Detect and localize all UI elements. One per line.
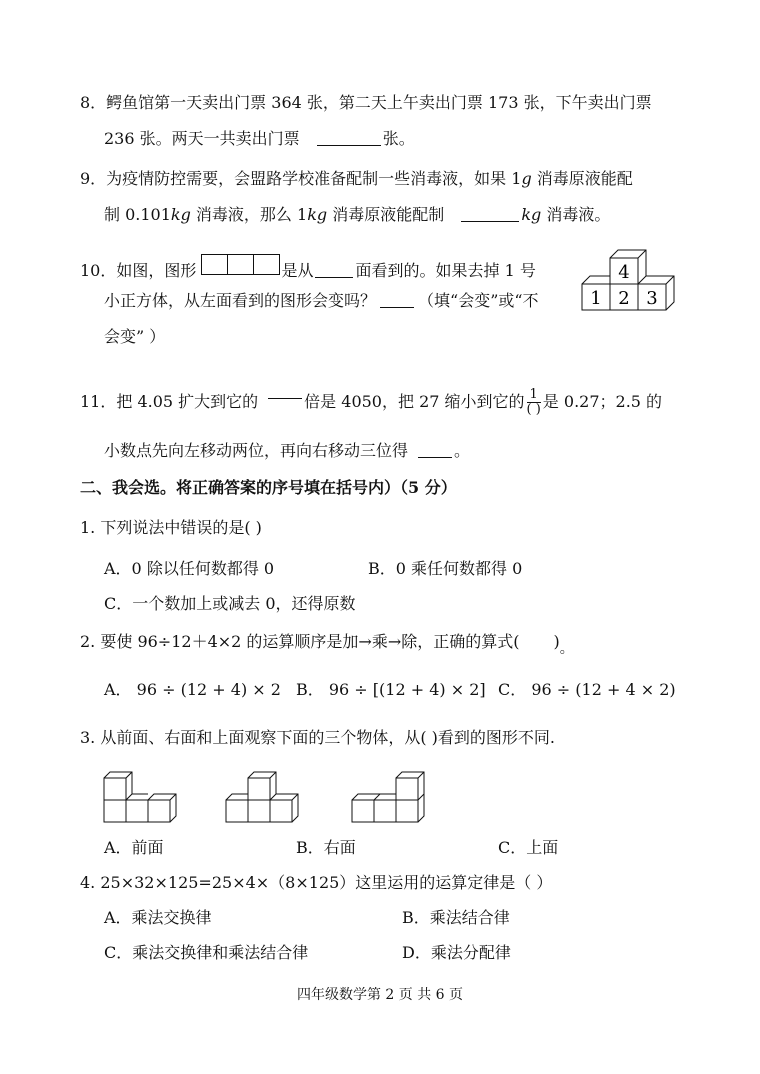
mc3-object-3	[352, 764, 428, 822]
q11-text: 倍是 4050，把 27 缩小到它的	[304, 392, 525, 411]
q11-text: 。	[454, 441, 471, 460]
q10-line3: 会变” ）	[104, 327, 166, 346]
q10-text: 小正方体，从左面看到的图形会变吗？	[104, 291, 377, 310]
mc3-option-c[interactable]: C．上面	[498, 838, 559, 857]
q9-text: 9．为疫情防控需要，会盟路学校准备配制一些消毒液，如果 1	[80, 169, 522, 188]
q11-line2	[104, 440, 470, 462]
q11-answer-blank-1[interactable]	[268, 382, 302, 399]
mc2-text: 乘	[371, 632, 388, 651]
cube-label-3: 3	[646, 288, 658, 309]
q9-text: 消毒原液能配制	[327, 205, 445, 224]
q10-line1	[80, 254, 536, 282]
three-squares-figure	[201, 254, 281, 278]
q11-text: 是 0.27；2.5 的	[542, 392, 663, 411]
q8-text: 236 张。两天一共卖出门票	[104, 129, 300, 148]
q9-line1	[80, 168, 633, 190]
q9-text: 消毒原液能配	[531, 169, 633, 188]
cube-label-4: 4	[618, 262, 630, 283]
q10-line2	[104, 290, 539, 312]
q9-unit-kg: kg	[307, 205, 328, 224]
q9-unit-kg: kg	[170, 205, 191, 224]
q8-line2	[104, 128, 415, 150]
mc1-option-a[interactable]: A．0 除以任何数都得 0	[104, 559, 275, 578]
fraction-numerator: 1	[527, 388, 541, 403]
mc3-stem: 3. 从前面、右面和上面观察下面的三个物体，从( )看到的图形不同.	[80, 728, 556, 747]
mc4-option-a[interactable]: A．乘法交换律	[104, 908, 212, 927]
q10-text: （填“会变”或“不	[418, 291, 539, 310]
q9-text: 消毒液。	[541, 205, 611, 224]
q11-line1	[80, 382, 662, 416]
q10-inline-figure	[201, 254, 281, 278]
cube-label-2: 2	[618, 288, 630, 309]
q10-answer-blank-2[interactable]	[380, 291, 414, 308]
mc2-option-c[interactable]: C． 96 ÷ (12 + 4 × 2)	[498, 680, 676, 699]
cube-label-1: 1	[590, 288, 602, 309]
q11-text: 11．把 4.05 扩大到它的	[80, 392, 259, 411]
q11-fraction	[527, 388, 541, 417]
mc1-option-b[interactable]: B．0 乘任何数都得 0	[368, 559, 523, 578]
mc2-text: 除，正确的算式(	[401, 632, 520, 651]
q9-text: 消毒液，那么 1	[190, 205, 308, 224]
q9-text: 制 0.101	[104, 205, 171, 224]
mc4-stem: 4. 25×32×125=25×4×（8×125）这里运用的运算定律是（ ）	[80, 873, 553, 892]
q9-line2	[104, 204, 610, 226]
q11-answer-blank-2[interactable]	[418, 441, 452, 458]
mc1-stem: 1. 下列说法中错误的是( )	[80, 518, 262, 537]
q8-line1: 8．鳄鱼馆第一天卖出门票 364 张，第二天上午卖出门票 173 张，下午卖出门票	[80, 93, 652, 112]
mc4-option-c[interactable]: C．乘法交换律和乘法结合律	[104, 943, 309, 962]
arrow-right-icon: →	[358, 632, 372, 651]
mc3-object-2	[226, 764, 302, 822]
q10-cube-figure	[582, 240, 692, 315]
q10-text: 10．如图，图形	[80, 261, 197, 280]
q8-answer-blank[interactable]	[317, 129, 381, 146]
q10-text: 是从	[281, 261, 314, 280]
q9-answer-blank[interactable]	[461, 205, 519, 222]
mc2-option-b[interactable]: B． 96 ÷ [(12 + 4) × 2]	[296, 680, 486, 699]
mc2-stem	[80, 631, 574, 660]
mc4-option-d[interactable]: D．乘法分配律	[402, 943, 511, 962]
mc2-text: 。	[559, 641, 574, 657]
fraction-denominator[interactable]: ( )	[526, 402, 541, 417]
q11-text: 小数点先向左移动两位，再向右移动三位得	[104, 441, 409, 460]
mc2-text: )	[553, 632, 560, 651]
q9-unit-g: g	[521, 169, 532, 188]
mc4-option-b[interactable]: B．乘法结合律	[402, 908, 510, 927]
page-footer: 四年级数学第 2 页 共 6 页	[296, 987, 464, 1003]
mc2-text: 2. 要使 96÷12＋4×2 的运算顺序是加	[80, 632, 359, 651]
q10-text: 面看到的。如果去掉 1 号	[355, 261, 536, 280]
section-2-heading: 二、我会选。将正确答案的序号填在括号内）（5 分）	[80, 478, 457, 497]
mc2-option-a[interactable]: A． 96 ÷ (12 + 4) × 2	[104, 680, 281, 699]
arrow-right-icon: →	[387, 632, 402, 651]
q10-answer-blank-1[interactable]	[315, 261, 353, 278]
mc3-object-1	[104, 768, 176, 822]
mc3-option-b[interactable]: B．右面	[296, 838, 356, 857]
mc3-option-a[interactable]: A．前面	[104, 838, 164, 857]
q8-unit: 张。	[382, 129, 415, 148]
mc1-option-c[interactable]: C．一个数加上或减去 0，还得原数	[104, 594, 356, 613]
q9-unit-kg: kg	[521, 205, 542, 224]
